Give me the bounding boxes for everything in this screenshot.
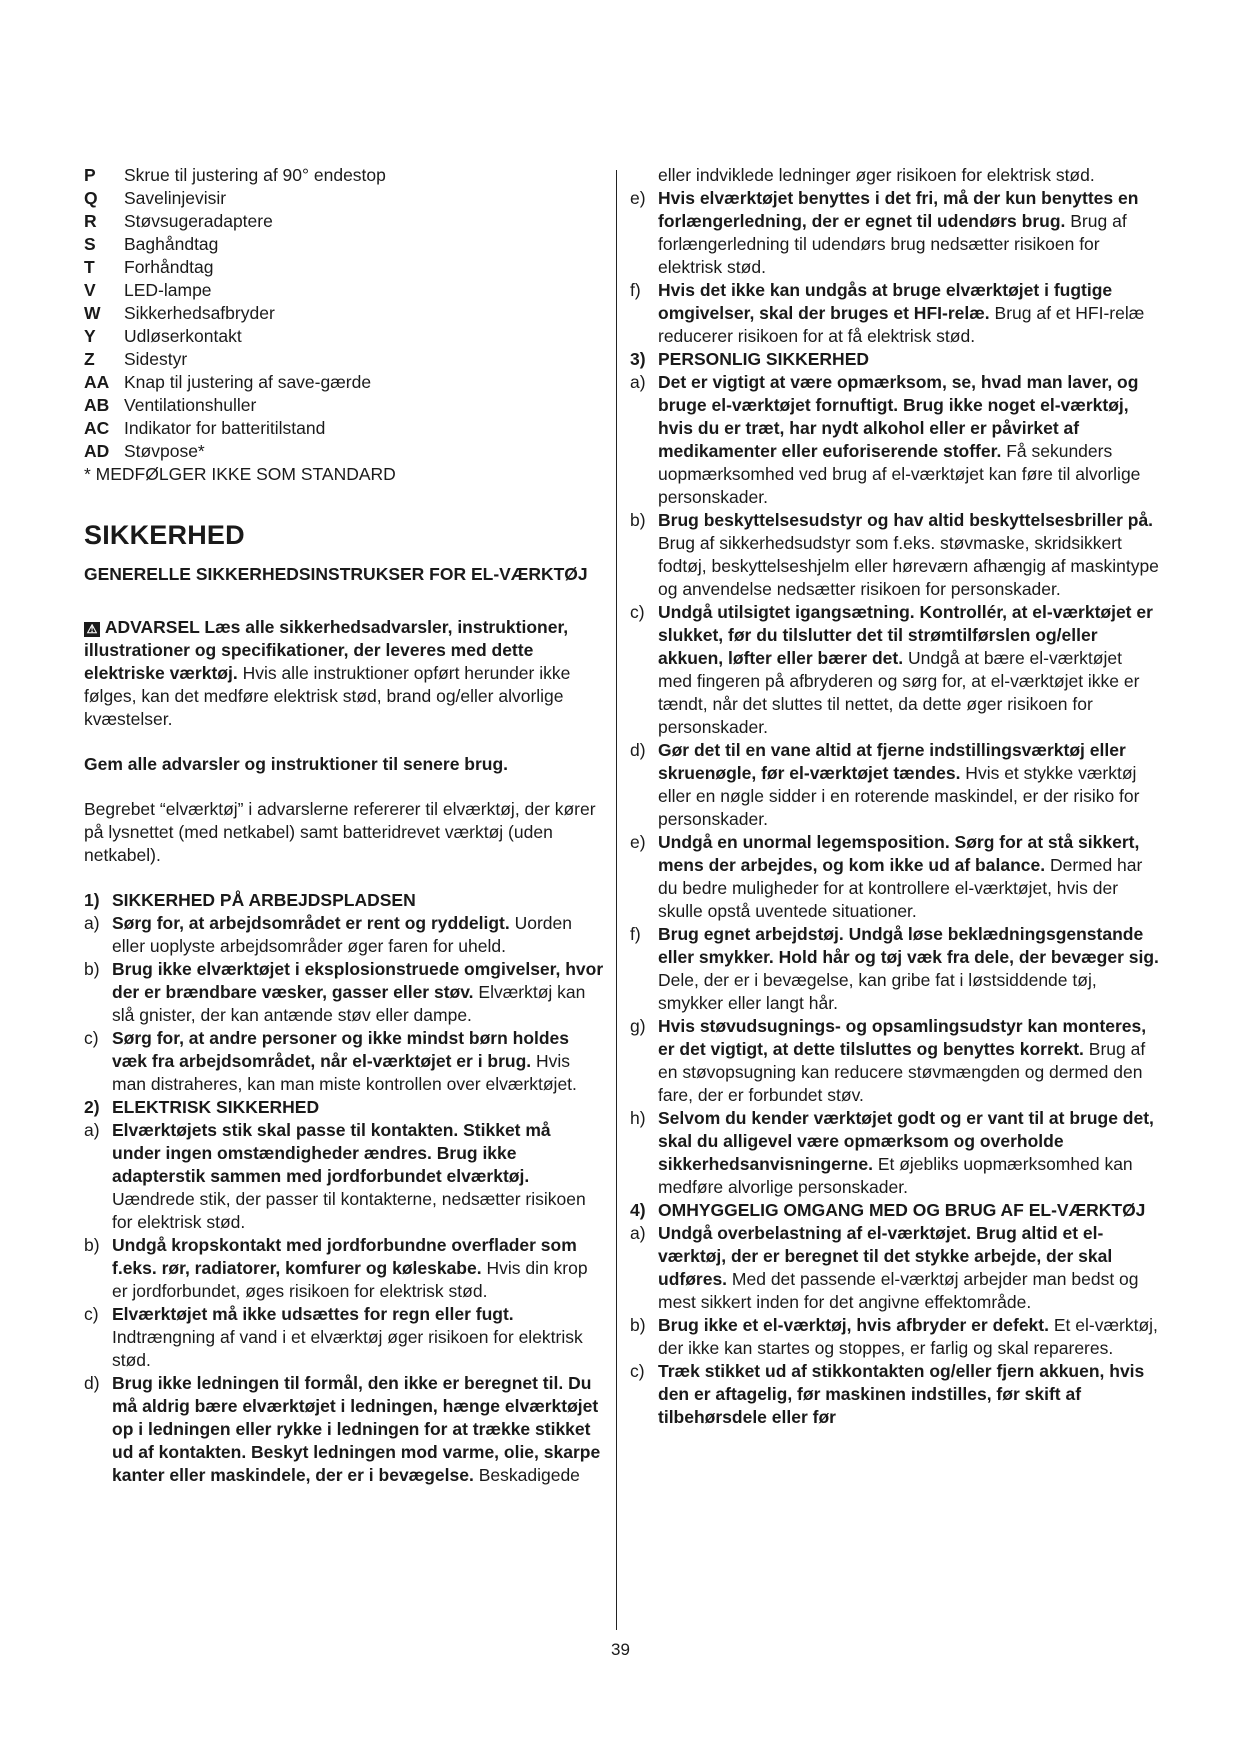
legend-text: Støvpose*	[124, 441, 205, 461]
right-column	[630, 164, 1160, 1429]
item-bold-text: Det er vigtigt at være opmærksom, se, hvad man laver, og bruge el-værktøjet fornuftigt. Brug ikke noget el-værktøj, hvis du er træt, har nydt alkohol eller er påvirket af medikamenter eller euforiserende stoffer.	[658, 372, 1139, 461]
right-top-items	[630, 187, 1160, 348]
section-heading	[84, 1096, 604, 1119]
item-text: Et el-værktøj, der ikke kan startes og stoppes, er farlig og skal repareres.	[658, 1315, 1158, 1358]
item-text: Brug af sikkerhedsudstyr som f.eks. støvmaske, skridsikkert fodtøj, beskyttelseshjelm eller høreværn afhængig af maskintype og anvendelse nedsætter risikoen for personskader.	[658, 533, 1159, 599]
item-text: Hvis et stykke værktøj eller en nøgle sidder i en roterende maskindel, er der risiko for personskader.	[658, 763, 1140, 829]
item-letter: f)	[630, 924, 641, 944]
item-text: Uændrede stik, der passer til kontakterne, nedsætter risikoen for elektrisk stød.	[112, 1189, 586, 1232]
item-bold-text: Træk stikket ud af stikkontakten og/eller fjern akkuen, hvis den er aftagelig, før maskinen indstilles, før skift af tilbehørsdele eller før	[658, 1361, 1145, 1427]
legend-row	[84, 233, 604, 256]
right-sections	[630, 348, 1160, 1429]
legend-text: Forhåndtag	[124, 257, 214, 277]
legend-key: R	[84, 211, 97, 231]
item-letter: g)	[630, 1016, 646, 1036]
legend-row	[84, 187, 604, 210]
item-text: Brug af et HFI-relæ reducerer risikoen for at få elektrisk stød.	[658, 303, 1145, 346]
legend-text: Indikator for batteritilstand	[124, 418, 326, 438]
item-body	[658, 1107, 1160, 1199]
list-item	[630, 739, 1160, 831]
section-heading	[630, 1199, 1160, 1222]
legend-text: Sidestyr	[124, 349, 188, 369]
section-number: 4)	[630, 1200, 646, 1220]
list-item	[630, 1314, 1160, 1360]
item-bold-text: Selvom du kender værktøjet godt og er vant til at bruge det, skal du alligevel være opmærksom og overholde sikkerhedsanvisningerne.	[658, 1108, 1154, 1174]
item-letter: a)	[84, 1120, 100, 1140]
item-letter: d)	[630, 740, 646, 760]
list-item	[630, 371, 1160, 509]
continued-text: eller indviklede ledninger øger risikoen for elektrisk stød.	[658, 165, 1095, 185]
section-heading	[630, 348, 1160, 371]
item-text: Brug af en støvopsugning kan reducere støvmængden og dermed den fare, der er forbundet støv.	[658, 1039, 1146, 1105]
legend-row	[84, 394, 604, 417]
list-item	[84, 1027, 604, 1096]
item-letter: h)	[630, 1108, 646, 1128]
item-body	[112, 1119, 604, 1234]
item-text: Med det passende el-værktøj arbejder man bedst og mest sikkert inden for det angivne effektområde.	[658, 1269, 1139, 1312]
left-sections	[84, 889, 604, 1487]
item-bold-text: Sørg for, at arbejdsområdet er rent og ryddeligt.	[112, 913, 510, 933]
legend-key: P	[84, 165, 96, 185]
item-letter: a)	[630, 1223, 646, 1243]
legend-row	[84, 279, 604, 302]
legend-text: Sikkerhedsafbryder	[124, 303, 275, 323]
item-text: Hvis din krop er jordforbundet, øges risikoen for elektrisk stød.	[112, 1258, 588, 1301]
legend-text: Skrue til justering af 90° endestop	[124, 165, 386, 185]
warning-paragraph	[84, 616, 604, 731]
legend-text: Knap til justering af save-gærde	[124, 372, 372, 392]
legend-note: * MEDFØLGER IKKE SOM STANDARD	[84, 464, 396, 484]
item-letter: b)	[84, 959, 100, 979]
list-item	[84, 912, 604, 958]
item-bold-text: Undgå utilsigtet igangsætning. Kontrollér, at el-værktøjet er slukket, før du tilslutter det til strømtilførslen og/eller akkuen, løfter eller bærer det.	[658, 602, 1153, 668]
warning-icon: ⚠	[84, 622, 100, 637]
item-letter: b)	[84, 1235, 100, 1255]
item-body	[658, 371, 1160, 509]
save-note: Gem alle advarsler og instruktioner til senere brug.	[84, 754, 509, 774]
section-title: ELEKTRISK SIKKERHED	[112, 1097, 320, 1117]
legend-key: AD	[84, 441, 110, 461]
term-note: Begrebet “elværktøj” i advarslerne refererer til elværktøj, der kører på lysnettet (med netkabel) samt batteridrevet værktøj (uden netkabel).	[84, 799, 596, 865]
item-body	[658, 739, 1160, 831]
item-body	[658, 1222, 1160, 1314]
section-number: 3)	[630, 349, 646, 369]
list-item	[84, 1234, 604, 1303]
list-item	[630, 1360, 1160, 1429]
item-text: Indtrængning af vand i et elværktøj øger risikoen for elektrisk stød.	[112, 1327, 583, 1370]
item-body	[112, 912, 604, 958]
legend-text: Ventilationshuller	[124, 395, 257, 415]
item-bold-text: Brug egnet arbejdstøj. Undgå løse beklædningsgenstande eller smykker. Hold hår og tøj væk fra dele, der bevæger sig.	[658, 924, 1159, 967]
legend-text: Baghåndtag	[124, 234, 219, 254]
legend-key: Q	[84, 188, 98, 208]
legend-key: AB	[84, 395, 110, 415]
legend-key: V	[84, 280, 96, 300]
legend-key: Z	[84, 349, 95, 369]
item-body	[112, 1303, 604, 1372]
item-text: Hvis man distraheres, kan man miste kontrollen over elværktøjet.	[112, 1051, 577, 1094]
list-item	[84, 1119, 604, 1234]
legend-row	[84, 210, 604, 233]
item-letter: e)	[630, 832, 646, 852]
item-bold-text: Undgå kropskontakt med jordforbundne overflader som f.eks. rør, radiatorer, komfurer og køleskabe.	[112, 1235, 577, 1278]
column-divider	[616, 170, 617, 1630]
section-title: PERSONLIG SIKKERHED	[658, 349, 869, 369]
list-item	[630, 1107, 1160, 1199]
legend-row	[84, 256, 604, 279]
item-text: Uorden eller uoplyste arbejdsområder øger faren for uheld.	[112, 913, 572, 956]
item-letter: b)	[630, 1315, 646, 1335]
section-subtitle: GENERELLE SIKKERHEDSINSTRUKSER FOR EL-VÆRKTØJ	[84, 564, 588, 584]
item-letter: e)	[630, 188, 646, 208]
item-body	[112, 1027, 604, 1096]
item-letter: f)	[630, 280, 641, 300]
item-letter: c)	[84, 1028, 99, 1048]
item-bold-text: Hvis elværktøjet benyttes i det fri, må der kun benyttes en forlængerledning, der er egnet til udendørs brug.	[658, 188, 1139, 231]
item-body	[658, 1015, 1160, 1107]
item-letter: a)	[630, 372, 646, 392]
legend-text: Støvsugeradaptere	[124, 211, 273, 231]
parts-legend	[84, 164, 604, 463]
item-bold-text: Hvis det ikke kan undgås at bruge elværktøjet i fugtige omgivelser, skal der bruges et HFI-relæ.	[658, 280, 1113, 323]
item-body	[658, 1360, 1160, 1429]
item-bold-text: Undgå en unormal legemsposition. Sørg for at stå sikkert, mens der arbejdes, og kom ikke ud af balance.	[658, 832, 1140, 875]
section-title: OMHYGGELIG OMGANG MED OG BRUG AF EL-VÆRKTØJ	[658, 1200, 1146, 1220]
item-text: Undgå at bære el-værktøjet med fingeren på afbryderen og sørg for, at el-værktøjet ikke er tændt, når det sluttes til nettet, da dette øger risikoen for personskader.	[658, 648, 1140, 737]
item-text: Elværktøj kan slå gnister, der kan antænde støv eller dampe.	[112, 982, 586, 1025]
item-letter: d)	[84, 1373, 100, 1393]
item-text: Brug af forlængerledning til udendørs brug nedsætter risikoen for elektrisk stød.	[658, 211, 1127, 277]
item-bold-text: Hvis støvudsugnings- og opsamlingsudstyr kan monteres, er det vigtigt, at dette tilsluttes og benyttes korrekt.	[658, 1016, 1147, 1059]
list-item	[630, 187, 1160, 279]
legend-text: Udløserkontakt	[124, 326, 242, 346]
legend-row	[84, 371, 604, 394]
legend-row	[84, 302, 604, 325]
item-bold-text: Brug beskyttelsesudstyr og hav altid beskyttelsesbriller på.	[658, 510, 1154, 530]
page-title: SIKKERHED	[84, 520, 245, 550]
legend-key: AC	[84, 418, 110, 438]
item-body	[658, 923, 1160, 1015]
legend-key: AA	[84, 372, 110, 392]
item-text: Beskadigede	[473, 1465, 580, 1485]
item-body	[112, 1234, 604, 1303]
legend-text: Savelinjevisir	[124, 188, 227, 208]
item-body	[658, 831, 1160, 923]
item-letter: b)	[630, 510, 646, 530]
section-title: SIKKERHED PÅ ARBEJDSPLADSEN	[112, 890, 416, 910]
list-item	[630, 831, 1160, 923]
legend-row	[84, 348, 604, 371]
list-item	[630, 1222, 1160, 1314]
warning-text: Hvis alle instruktioner opført herunder ikke følges, kan det medføre elektrisk stød, brand og/eller alvorlige kvæstelser.	[84, 663, 571, 729]
legend-key: T	[84, 257, 95, 277]
item-bold-text: Brug ikke ledningen til formål, den ikke er beregnet til. Du må aldrig bære elværktøjet i ledningen, hænge elværktøjet op i ledningen eller rykke i ledningen for at trække stikket ud af kontakten. Beskyt ledningen mod varme, olie, skarpe kanter eller maskindele, der er i bevægelse.	[112, 1373, 601, 1485]
item-text: Et øjebliks uopmærksomhed kan medføre alvorlige personskader.	[658, 1154, 1133, 1197]
list-item	[630, 923, 1160, 1015]
item-bold-text: Brug ikke et el-værktøj, hvis afbryder er defekt.	[658, 1315, 1049, 1335]
list-item	[630, 601, 1160, 739]
item-bold-text: Brug ikke elværktøjet i eksplosionstruede omgivelser, hvor der er brændbare væsker, gasser eller støv.	[112, 959, 604, 1002]
item-letter: c)	[84, 1304, 99, 1324]
item-letter: c)	[630, 602, 645, 622]
legend-key: S	[84, 234, 96, 254]
item-body	[112, 958, 604, 1027]
legend-text: LED-lampe	[124, 280, 212, 300]
item-body	[658, 187, 1160, 279]
item-bold-text: Gør det til en vane altid at fjerne indstillingsværktøj eller skruenøgle, før el-værktøjet tændes.	[658, 740, 1126, 783]
legend-key: W	[84, 303, 101, 323]
legend-row	[84, 417, 604, 440]
warning-bold: ADVARSEL Læs alle sikkerhedsadvarsler, instruktioner, illustrationer og specifikationer, der leveres med dette elektriske værktøj.	[84, 617, 569, 683]
legend-row	[84, 164, 604, 187]
list-item	[84, 1372, 604, 1487]
section-number: 1)	[84, 890, 100, 910]
left-column	[84, 164, 604, 1487]
list-item	[84, 1303, 604, 1372]
item-body	[658, 1314, 1160, 1360]
page-number: 39	[611, 1640, 630, 1659]
item-text: Få sekunders uopmærksomhed ved brug af el-værktøjet kan føre til alvorlige personskader.	[658, 441, 1141, 507]
item-bold-text: Sørg for, at andre personer og ikke mindst børn holdes væk fra arbejdsområdet, når el-værktøjet er i brug.	[112, 1028, 570, 1071]
item-body	[658, 509, 1160, 601]
list-item	[630, 509, 1160, 601]
item-bold-text: Elværktøjet må ikke udsættes for regn eller fugt.	[112, 1304, 514, 1324]
item-letter: c)	[630, 1361, 645, 1381]
item-body	[112, 1372, 604, 1487]
legend-key: Y	[84, 326, 96, 346]
item-letter: a)	[84, 913, 100, 933]
section-heading	[84, 889, 604, 912]
list-item	[630, 279, 1160, 348]
item-bold-text: Undgå overbelastning af el-værktøjet. Brug altid et el-værktøj, der er beregnet til det stykke arbejde, der skal udføres.	[658, 1223, 1113, 1289]
item-body	[658, 601, 1160, 739]
item-body	[658, 279, 1160, 348]
item-text: Dermed har du bedre muligheder for at kontrollere el-værktøjet, hvis der skulle opstå uventede situationer.	[658, 855, 1143, 921]
item-text: Dele, der er i bevægelse, kan gribe fat i løstsiddende tøj, smykker eller langt hår.	[658, 970, 1097, 1013]
legend-row	[84, 325, 604, 348]
item-bold-text: Elværktøjets stik skal passe til kontakten. Stikket må under ingen omstændigheder ændres. Brug ikke adapterstik sammen med jordforbundet elværktøj.	[112, 1120, 551, 1186]
legend-row	[84, 440, 604, 463]
section-number: 2)	[84, 1097, 100, 1117]
list-item	[84, 958, 604, 1027]
list-item	[630, 1015, 1160, 1107]
